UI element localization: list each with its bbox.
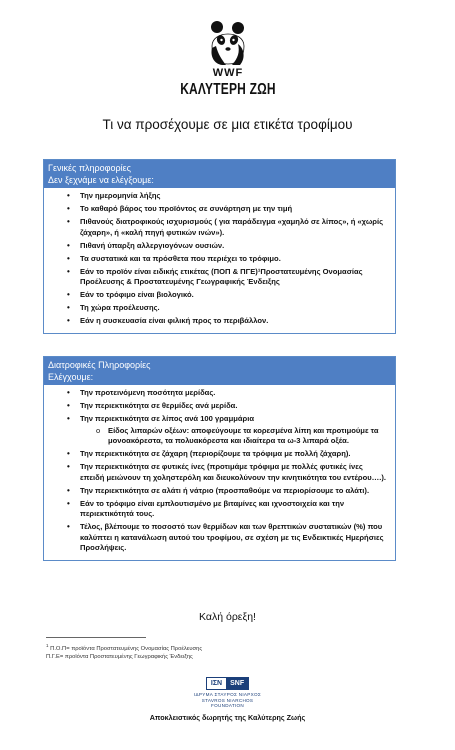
panda-icon: [204, 18, 252, 66]
sponsor-line-1: ΙΔΡΥΜΑ ΣΤΑΥΡΟΣ ΝΙΑΡΧΟΣ: [193, 692, 262, 697]
list-item: • Την προτεινόμενη ποσότητα μερίδας.: [70, 388, 389, 399]
footnote-marker: 1: [46, 643, 49, 648]
list-item: • Εάν το τρόφιμο είναι εμπλουτισμένο με βιταμίνες και ιχνοστοιχεία και την περιεκτικότητά τους.: [70, 499, 389, 520]
sponsor-line-3: FOUNDATION: [210, 703, 245, 709]
list-item: • Εάν το τρόφιμο είναι βιολογικό.: [70, 290, 389, 301]
general-info-subheading: Δεν ξεχνάμε να ελέγξουμε:: [48, 175, 154, 185]
list-item: • Πιθανή ύπαρξη αλλεργιογόνων ουσιών.: [70, 241, 389, 252]
list-item: • Πιθανούς διατροφικούς ισχυρισμούς ( για παράδειγμα «χαμηλό σε λίπος», ή «χωρίς ζάχαρη», ή «καλή πηγή φυτικών ινών»).: [70, 217, 389, 238]
donor-credit: Αποκλειστικός δωρητής της Καλύτερης Ζωής: [149, 713, 306, 722]
footnotes: [46, 637, 406, 661]
brand-name: ΚΑΛΥΤΕΡΗ ΖΩΗ: [180, 79, 276, 99]
footnote-1-text: Π.Ο.Π= προϊόντα Προστατευμένης Ονομασίας Προέλευσης: [48, 645, 203, 652]
snf-logo-latin: SNF: [226, 678, 248, 689]
list-item: • Εάν η συσκευασία είναι φιλική προς το περιβάλλον.: [70, 316, 389, 327]
general-info-list: [50, 191, 389, 327]
footnote-1: [46, 642, 406, 653]
sponsor-line-2: STAVROS NIARCHOS: [201, 697, 254, 703]
wwf-wordmark: WWF: [212, 67, 244, 79]
fat-sublist: [80, 426, 389, 447]
snf-logo-greek: ΙΣΝ: [210, 680, 223, 687]
footnote-2: Π.Γ.Ε= προϊόντα Προστατευμένης Γεωγραφικής Ένδειξης: [46, 653, 193, 660]
closing-text: Καλή όρεξη!: [199, 611, 256, 623]
nutrition-info-heading: Διατροφικές Πληροφορίες: [48, 360, 151, 370]
list-item: • Την περιεκτικότητα σε ζάχαρη (περιορίζουμε τα τρόφιμα με πολλή ζάχαρη).: [70, 449, 389, 460]
list-item: [70, 414, 389, 447]
footnote-divider: [46, 637, 146, 638]
list-item: • Την περιεκτικότητα σε αλάτι ή νάτριο (προσπαθούμε να περιορίσουμε το αλάτι).: [70, 486, 389, 497]
list-item: • Το καθαρό βάρος του προϊόντος σε συνάρτηση με την τιμή: [70, 204, 389, 215]
wwf-logo: [180, 18, 276, 99]
general-info-header: [44, 160, 395, 188]
list-item: • Την ημερομηνία λήξης: [70, 191, 389, 202]
list-item: • Τη χώρα προέλευσης.: [70, 303, 389, 314]
general-info-box: [43, 159, 396, 334]
list-item-text: Την περιεκτικότητα σε λίπος ανά 100 γραμμάρια: [80, 413, 255, 423]
sub-list-item: o Είδος λιπαρών οξέων: αποφεύγουμε τα κορεσμένα λίπη και προτιμούμε τα μονοακόρεστα, τα πολυακόρεστα και ιδιαίτερα τα ω-3 λιπαρά οξέα.: [96, 426, 389, 447]
nutrition-info-box: [43, 356, 396, 561]
list-item: • Εάν το προϊόν είναι ειδικής ετικέτας (ΠΟΠ & ΠΓΕ)¹Προστατευμένης Ονομασίας Προέλευσης & Προστατευμένης Γεωγραφικής Ένδειξης: [70, 267, 389, 288]
page-title: Τι να προσέχουμε σε μια ετικέτα τροφίμου: [102, 117, 353, 132]
list-item: • Τέλος, βλέπουμε το ποσοστό των θερμίδων και των θρεπτικών συστατικών (%) που καλύπτει η κατανάλωση αυτού του τροφίμου, σε σχέση με τις Ενδεικτικές Ημερήσιες Προσλήψεις.: [70, 522, 389, 554]
snf-logo-mark: [206, 677, 249, 690]
general-info-heading: Γενικές πληροφορίες: [48, 163, 131, 173]
list-item: • Την περιεκτικότητα σε φυτικές ίνες (προτιμάμε τρόφιμα με πολλές φυτικές ίνες επειδή μειώνουν τη χοληστερόλη και διευκολύνουν την κινητικότητα του εντέρου….).: [70, 462, 389, 483]
list-item: • Την περιεκτικότητα σε θερμίδες ανά μερίδα.: [70, 401, 389, 412]
nutrition-info-subheading: Ελέγχουμε:: [48, 372, 94, 382]
nutrition-info-header: [44, 357, 395, 385]
nutrition-info-list: [50, 388, 389, 554]
list-item: • Τα συστατικά και τα πρόσθετα που περιέχει το τρόφιμο.: [70, 254, 389, 265]
sponsor-logo: [0, 672, 455, 709]
